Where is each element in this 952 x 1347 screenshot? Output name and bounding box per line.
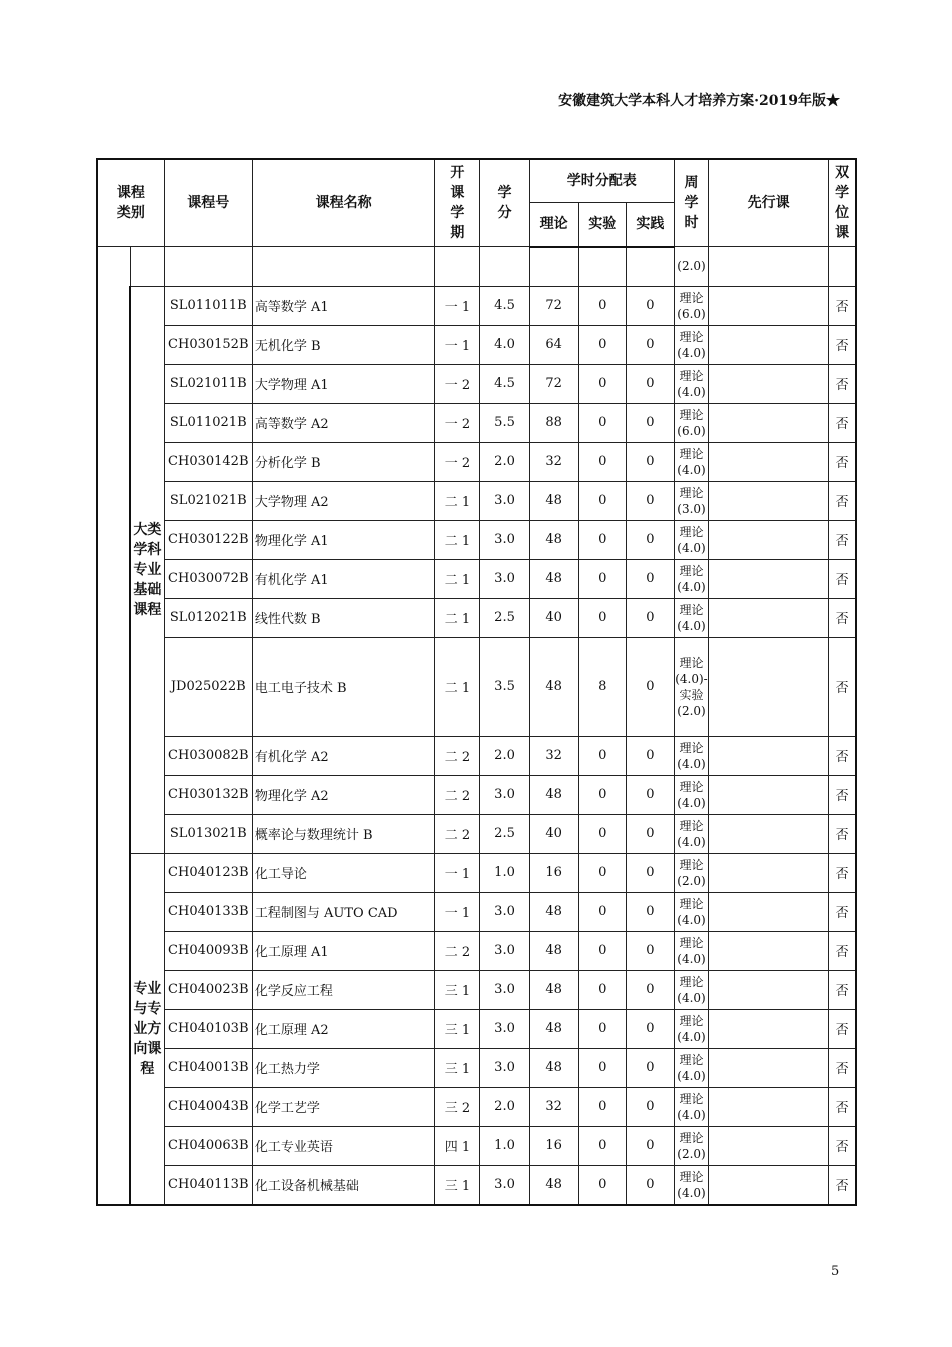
- credit: 3.5: [480, 637, 529, 736]
- table-body: [97, 247, 856, 1205]
- weekly-hours: 理论(4.0)-实验(2.0): [674, 637, 708, 736]
- dual-degree: 否: [829, 1126, 856, 1165]
- weekly-hours: 理论(4.0): [674, 598, 708, 637]
- course-code: CH030082B: [164, 736, 252, 775]
- semester: 二 1: [435, 481, 480, 520]
- prerequisite: [709, 1048, 829, 1087]
- experiment-hours: 0: [578, 775, 626, 814]
- course-code: CH040103B: [164, 1009, 252, 1048]
- prerequisite: [709, 637, 829, 736]
- weekly-hours: 理论(4.0): [674, 931, 708, 970]
- course-code: CH040013B: [164, 1048, 252, 1087]
- practice-hours: 0: [626, 481, 674, 520]
- dual-degree: 否: [829, 1087, 856, 1126]
- prerequisite: [709, 481, 829, 520]
- table-row: [97, 481, 856, 520]
- experiment-hours: 0: [578, 970, 626, 1009]
- practice-hours: 0: [626, 520, 674, 559]
- semester: 三 1: [435, 1165, 480, 1205]
- weekly-hours: 理论(4.0): [674, 1009, 708, 1048]
- theory-hours: 48: [529, 970, 578, 1009]
- theory-hours: 32: [529, 442, 578, 481]
- prerequisite: [709, 559, 829, 598]
- page-header: 安徽建筑大学本科人才培养方案·2019年版★: [558, 93, 840, 109]
- theory-hours: 40: [529, 598, 578, 637]
- credit: 2.5: [480, 814, 529, 853]
- dual-degree: 否: [829, 520, 856, 559]
- table-row: [97, 970, 856, 1009]
- course-name: 无机化学 B: [252, 325, 434, 364]
- table-row: [97, 637, 856, 736]
- header-weekly: 周学时: [674, 159, 708, 247]
- weekly-hours: 理论(2.0): [674, 1126, 708, 1165]
- course-code: CH040043B: [164, 1087, 252, 1126]
- weekly-hours: 理论(4.0): [674, 970, 708, 1009]
- header-prereq: 先行课: [709, 159, 829, 247]
- practice-hours: 0: [626, 637, 674, 736]
- prerequisite: [709, 1009, 829, 1048]
- practice-hours: 0: [626, 442, 674, 481]
- credit: 2.0: [480, 442, 529, 481]
- header-theory: 理论: [529, 203, 578, 247]
- course-code: CH040093B: [164, 931, 252, 970]
- prerequisite: [709, 364, 829, 403]
- course-code: CH040113B: [164, 1165, 252, 1205]
- course-name: 高等数学 A1: [252, 286, 434, 325]
- theory-hours: 16: [529, 853, 578, 892]
- weekly-hours: 理论(4.0): [674, 442, 708, 481]
- semester: 二 1: [435, 637, 480, 736]
- credit: 2.5: [480, 598, 529, 637]
- semester: 一 2: [435, 403, 480, 442]
- prerequisite: [709, 598, 829, 637]
- table-row: [97, 1126, 856, 1165]
- course-code: SL011021B: [164, 403, 252, 442]
- semester: 二 2: [435, 736, 480, 775]
- course-name: 化工设备机械基础: [252, 1165, 434, 1205]
- course-name: 化工原理 A1: [252, 931, 434, 970]
- experiment-hours: 0: [578, 364, 626, 403]
- credit: 3.0: [480, 481, 529, 520]
- prerequisite: [709, 1165, 829, 1205]
- semester: 二 1: [435, 559, 480, 598]
- table-row: [97, 775, 856, 814]
- dual-degree: 否: [829, 814, 856, 853]
- dual-degree: 否: [829, 481, 856, 520]
- dual-degree: 否: [829, 637, 856, 736]
- semester: 二 2: [435, 814, 480, 853]
- course-code: SL011011B: [164, 286, 252, 325]
- credit: 5.5: [480, 403, 529, 442]
- table-row: [97, 325, 856, 364]
- dual-degree: 否: [829, 1048, 856, 1087]
- course-name: 大学物理 A1: [252, 364, 434, 403]
- practice-hours: 0: [626, 853, 674, 892]
- prerequisite: [709, 1087, 829, 1126]
- weekly-hours: 理论(4.0): [674, 559, 708, 598]
- credit: 1.0: [480, 1126, 529, 1165]
- category-cell: 大类学科专业基础课程: [130, 286, 164, 853]
- header-practice: 实践: [626, 203, 674, 247]
- table-row: [97, 559, 856, 598]
- course-code: CH030132B: [164, 775, 252, 814]
- weekly-hours: 理论(4.0): [674, 520, 708, 559]
- credit: 2.0: [480, 1087, 529, 1126]
- weekly-hours: 理论(3.0): [674, 481, 708, 520]
- theory-hours: 32: [529, 1087, 578, 1126]
- course-code: CH040133B: [164, 892, 252, 931]
- table-row: [97, 1048, 856, 1087]
- weekly-hours: 理论(4.0): [674, 814, 708, 853]
- course-name: 电工电子技术 B: [252, 637, 434, 736]
- semester: 一 1: [435, 325, 480, 364]
- semester: 一 1: [435, 853, 480, 892]
- course-name: 有机化学 A1: [252, 559, 434, 598]
- weekly-hours: (2.0): [674, 247, 708, 287]
- header-dual: 双学位课: [829, 159, 856, 247]
- header-name: 课程名称: [252, 159, 434, 247]
- page-number: 5: [831, 1264, 840, 1279]
- weekly-hours: 理论(4.0): [674, 364, 708, 403]
- semester: 一 1: [435, 286, 480, 325]
- credit: 3.0: [480, 892, 529, 931]
- prerequisite: [709, 814, 829, 853]
- course-name: 分析化学 B: [252, 442, 434, 481]
- experiment-hours: 0: [578, 325, 626, 364]
- practice-hours: 0: [626, 1009, 674, 1048]
- dual-degree: 否: [829, 598, 856, 637]
- table-row: [97, 364, 856, 403]
- credit: 3.0: [480, 559, 529, 598]
- practice-hours: 0: [626, 364, 674, 403]
- theory-hours: 32: [529, 736, 578, 775]
- course-code: SL013021B: [164, 814, 252, 853]
- course-name: 化工导论: [252, 853, 434, 892]
- semester: 二 2: [435, 775, 480, 814]
- semester: 三 1: [435, 970, 480, 1009]
- dual-degree: 否: [829, 892, 856, 931]
- theory-hours: 48: [529, 931, 578, 970]
- semester: 一 1: [435, 892, 480, 931]
- practice-hours: 0: [626, 1048, 674, 1087]
- semester: 一 2: [435, 364, 480, 403]
- theory-hours: 72: [529, 286, 578, 325]
- experiment-hours: 8: [578, 637, 626, 736]
- weekly-hours: 理论(6.0): [674, 403, 708, 442]
- table-row: [97, 286, 856, 325]
- theory-hours: 64: [529, 325, 578, 364]
- prerequisite: [709, 286, 829, 325]
- prerequisite: [709, 1126, 829, 1165]
- experiment-hours: 0: [578, 1048, 626, 1087]
- practice-hours: 0: [626, 1087, 674, 1126]
- practice-hours: 0: [626, 736, 674, 775]
- practice-hours: 0: [626, 286, 674, 325]
- experiment-hours: 0: [578, 931, 626, 970]
- course-name: 概率论与数理统计 B: [252, 814, 434, 853]
- dual-degree: 否: [829, 736, 856, 775]
- experiment-hours: 0: [578, 286, 626, 325]
- theory-hours: 48: [529, 892, 578, 931]
- practice-hours: 0: [626, 892, 674, 931]
- theory-hours: 16: [529, 1126, 578, 1165]
- dual-degree: 否: [829, 775, 856, 814]
- header-code: 课程号: [164, 159, 252, 247]
- table-row: [97, 403, 856, 442]
- credit: 3.0: [480, 970, 529, 1009]
- table-row: [97, 1087, 856, 1126]
- credit: 3.0: [480, 1165, 529, 1205]
- weekly-hours: 理论(4.0): [674, 892, 708, 931]
- theory-hours: 48: [529, 481, 578, 520]
- table-row: [97, 892, 856, 931]
- credit: 3.0: [480, 931, 529, 970]
- practice-hours: 0: [626, 970, 674, 1009]
- dual-degree: 否: [829, 442, 856, 481]
- course-code: CH030142B: [164, 442, 252, 481]
- prerequisite: [709, 325, 829, 364]
- credit: 2.0: [480, 736, 529, 775]
- dual-degree: 否: [829, 559, 856, 598]
- header-credit: 学分: [480, 159, 529, 247]
- course-name: 有机化学 A2: [252, 736, 434, 775]
- semester: 三 2: [435, 1087, 480, 1126]
- header-category: 课程类别: [97, 159, 164, 247]
- weekly-hours: 理论(6.0): [674, 286, 708, 325]
- prerequisite: [709, 853, 829, 892]
- experiment-hours: 0: [578, 736, 626, 775]
- dual-degree: 否: [829, 403, 856, 442]
- dual-degree: 否: [829, 1165, 856, 1205]
- dual-degree: 否: [829, 853, 856, 892]
- course-name: 化工热力学: [252, 1048, 434, 1087]
- header-hours-group: 学时分配表: [529, 159, 674, 203]
- dual-degree: 否: [829, 364, 856, 403]
- experiment-hours: 0: [578, 814, 626, 853]
- course-code: CH030072B: [164, 559, 252, 598]
- experiment-hours: 0: [578, 1009, 626, 1048]
- theory-hours: 48: [529, 775, 578, 814]
- theory-hours: 88: [529, 403, 578, 442]
- credit: 3.0: [480, 1048, 529, 1087]
- table-row: [97, 247, 856, 287]
- prerequisite: [709, 403, 829, 442]
- course-name: 大学物理 A2: [252, 481, 434, 520]
- experiment-hours: 0: [578, 520, 626, 559]
- experiment-hours: 0: [578, 1165, 626, 1205]
- semester: 二 1: [435, 520, 480, 559]
- dual-degree: 否: [829, 286, 856, 325]
- experiment-hours: 0: [578, 442, 626, 481]
- theory-hours: 48: [529, 1165, 578, 1205]
- practice-hours: 0: [626, 1165, 674, 1205]
- credit: 3.0: [480, 520, 529, 559]
- course-name: 高等数学 A2: [252, 403, 434, 442]
- practice-hours: 0: [626, 1126, 674, 1165]
- theory-hours: 48: [529, 1048, 578, 1087]
- credit: 3.0: [480, 1009, 529, 1048]
- practice-hours: 0: [626, 325, 674, 364]
- credit: 3.0: [480, 775, 529, 814]
- course-code: SL021011B: [164, 364, 252, 403]
- dual-degree: 否: [829, 1009, 856, 1048]
- prerequisite: [709, 775, 829, 814]
- experiment-hours: 0: [578, 892, 626, 931]
- credit: 4.5: [480, 364, 529, 403]
- course-code: CH040123B: [164, 853, 252, 892]
- experiment-hours: 0: [578, 403, 626, 442]
- practice-hours: 0: [626, 775, 674, 814]
- table-row: [97, 520, 856, 559]
- prerequisite: [709, 892, 829, 931]
- practice-hours: 0: [626, 559, 674, 598]
- category-cell: 专业与专业方向课程: [130, 853, 164, 1205]
- semester: 二 2: [435, 931, 480, 970]
- table-row: [97, 736, 856, 775]
- course-code: CH040063B: [164, 1126, 252, 1165]
- weekly-hours: 理论(4.0): [674, 775, 708, 814]
- table-row: [97, 931, 856, 970]
- semester: 二 1: [435, 598, 480, 637]
- theory-hours: 40: [529, 814, 578, 853]
- semester: 三 1: [435, 1009, 480, 1048]
- table-row: [97, 853, 856, 892]
- weekly-hours: 理论(4.0): [674, 325, 708, 364]
- prerequisite: [709, 931, 829, 970]
- course-name: 线性代数 B: [252, 598, 434, 637]
- experiment-hours: 0: [578, 853, 626, 892]
- course-name: 化学工艺学: [252, 1087, 434, 1126]
- course-code: CH040023B: [164, 970, 252, 1009]
- course-name: 物理化学 A2: [252, 775, 434, 814]
- course-name: 化学反应工程: [252, 970, 434, 1009]
- prerequisite: [709, 970, 829, 1009]
- semester: 三 1: [435, 1048, 480, 1087]
- theory-hours: 48: [529, 520, 578, 559]
- course-name: 工程制图与 AUTO CAD: [252, 892, 434, 931]
- experiment-hours: 0: [578, 481, 626, 520]
- header-experiment: 实验: [578, 203, 626, 247]
- weekly-hours: 理论(4.0): [674, 1165, 708, 1205]
- theory-hours: 48: [529, 637, 578, 736]
- semester: 一 2: [435, 442, 480, 481]
- theory-hours: 48: [529, 559, 578, 598]
- practice-hours: 0: [626, 814, 674, 853]
- weekly-hours: 理论(4.0): [674, 736, 708, 775]
- course-name: 物理化学 A1: [252, 520, 434, 559]
- credit: 4.5: [480, 286, 529, 325]
- course-table: [96, 158, 857, 1206]
- credit: 4.0: [480, 325, 529, 364]
- dual-degree: 否: [829, 325, 856, 364]
- experiment-hours: 0: [578, 598, 626, 637]
- semester: 四 1: [435, 1126, 480, 1165]
- course-name: 化工专业英语: [252, 1126, 434, 1165]
- theory-hours: 48: [529, 1009, 578, 1048]
- course-code: SL012021B: [164, 598, 252, 637]
- course-code: CH030122B: [164, 520, 252, 559]
- experiment-hours: 0: [578, 1126, 626, 1165]
- theory-hours: 72: [529, 364, 578, 403]
- dual-degree: 否: [829, 970, 856, 1009]
- course-code: CH030152B: [164, 325, 252, 364]
- practice-hours: 0: [626, 598, 674, 637]
- prerequisite: [709, 520, 829, 559]
- table-row: [97, 1165, 856, 1205]
- practice-hours: 0: [626, 403, 674, 442]
- practice-hours: 0: [626, 931, 674, 970]
- table-row: [97, 598, 856, 637]
- weekly-hours: 理论(2.0): [674, 853, 708, 892]
- weekly-hours: 理论(4.0): [674, 1087, 708, 1126]
- course-code: JD025022B: [164, 637, 252, 736]
- credit: 1.0: [480, 853, 529, 892]
- table-row: [97, 814, 856, 853]
- table-row: [97, 442, 856, 481]
- experiment-hours: 0: [578, 1087, 626, 1126]
- table-row: [97, 1009, 856, 1048]
- prerequisite: [709, 736, 829, 775]
- course-code: SL021021B: [164, 481, 252, 520]
- header-semester: 开课学期: [435, 159, 480, 247]
- experiment-hours: 0: [578, 559, 626, 598]
- prerequisite: [709, 442, 829, 481]
- dual-degree: 否: [829, 931, 856, 970]
- weekly-hours: 理论(4.0): [674, 1048, 708, 1087]
- course-name: 化工原理 A2: [252, 1009, 434, 1048]
